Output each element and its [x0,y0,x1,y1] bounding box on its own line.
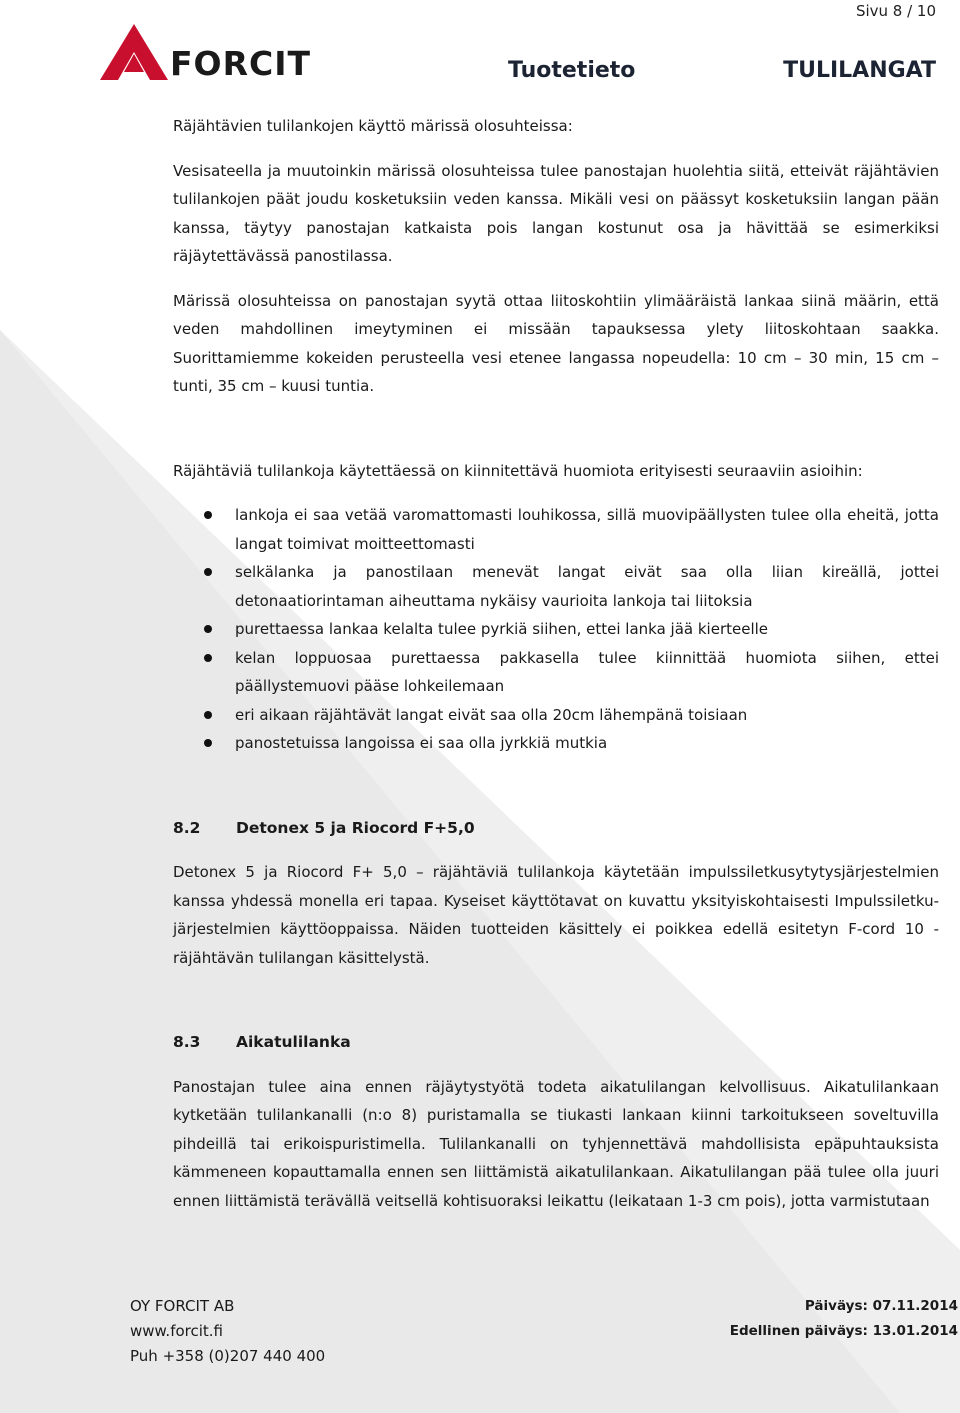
intro-paragraph-2: Märissä olosuhteissa on panostajan syytä ottaa liitoskohtiin ylimääräistä lankaa siinä määrin, että veden mahdollinen imeytyminen ei missään tapauksessa ylety liitoskohtaan saakka. Suorittamiemme kokeiden perusteella vesi etenee langassa nopeudella: 10 cm – 30 min, 15 cm – tunti, 35 cm – kuusi tuntia. [173,291,939,395]
section-8-3-body: Panostajan tulee aina ennen räjäytystyötä todeta aikatulilangan kelvollisuus. Aikatulilankaan kytketään tulilankanalli (n:o 8) puristamalla se tiukasti lankaan kiinni tarkoitukseen soveltuvilla pihdeillä tai erikoispuristimella. Tulilankanalli on tyhjennettävä mahdollisista epäpuhtauksista kämmeneen kopauttamalla ennen sen liittämistä aikatulilankaan. Aikatulilangan pää tulee olla juuri ennen liittämistä terävällä veitsellä kohtisuoraksi leikattu (leikataan 1-3 cm pois), jotta varmistutaan [173,1077,939,1210]
footer-prev-date: Edellinen päiväys: 13.01.2014 [729,1323,958,1339]
bullet-icon [204,654,212,662]
section-title: Detonex 5 ja Riocord F+5,0 [236,818,475,837]
section-title: Aikatulilanka [236,1033,351,1051]
bullet-icon [204,711,212,719]
list-item: purettaessa lankaa kelalta tulee pyrkiä siihen, ettei lanka jää kierteelle [173,615,939,644]
footer-date: Päiväys: 07.11.2014 [804,1298,958,1314]
intro-paragraph-1: Vesisateella ja muutoinkin märissä olosuhteissa tulee panostajan huolehtia siitä, etteivät räjähtävien tulilankojen päät joudu kosketuksiin veden kanssa. Mikäli vesi on päässyt kosketuksiin langan pään kanssa, täytyy panostajan katkaista pois langan kostunut osa ja hävittää se esimerkiksi räjäytettävässä panostilassa. [173,161,939,265]
list-item: lankoja ei saa vetää varomattomasti louhikossa, sillä muovipäällysten tulee olla eheitä, jotta langat toimivat moitteettomasti [173,501,939,558]
list-item: eri aikaan räjähtävät langat eivät saa olla 20cm lähempänä toisiaan [173,701,939,730]
bullet-icon [204,625,212,633]
list-item: panostetuissa langoissa ei saa olla jyrkkiä mutkia [173,729,939,758]
bullet-icon [204,568,212,576]
footer-contact [130,1294,325,1369]
forcit-logo [100,24,312,83]
section-number: 8.2 [173,818,201,837]
footer-dates [730,1294,958,1344]
list-item: selkälanka ja panostilaan menevät langat eivät saa olla liian kireällä, jottei detonaatiorintaman aiheuttama nykäisy vaurioita lankoja tai liitoksia [173,558,939,615]
section-8-2-heading [173,814,939,843]
logo-text: FORCIT [170,44,312,83]
bullet-icon [204,511,212,519]
bullet-icon [204,739,212,747]
attention-lead: Räjähtäviä tulilankoja käytettäessä on kiinnitettävä huomiota erityisesti seuraaviin asioihin: [173,461,863,480]
section-8-2-body: Detonex 5 ja Riocord F+ 5,0 – räjähtäviä tulilankoja käytetään impulssiletkusytytysjärjestelmien kanssa yhdessä monella eri tapaa. Kyseiset käyttötavat on kuvattu yksityiskohtaisesti Impulssiletku-järjestelmien käyttöoppaissa. Näiden tuotteiden käsittely ei poikkea edellä esitetyn F-cord 10 - räjähtävän tulilangan käsittelystä. [173,863,939,967]
list-item: kelan loppuosaa purettaessa pakkasella tulee kiinnittää huomiota siihen, ettei päällystemuovi pääse lohkeilemaan [173,644,939,701]
intro-heading: Räjähtävien tulilankojen käyttö märissä olosuhteissa: [173,117,573,135]
doc-title: TULILANGAT [783,58,936,83]
section-number: 8.3 [173,1033,201,1051]
page-number: Sivu 8 / 10 [855,2,936,20]
footer-company: OY FORCIT AB [130,1297,235,1315]
section-8-3-heading [173,1028,939,1057]
document-body [173,112,939,1215]
attention-list [173,501,939,758]
footer-phone: Puh +358 (0)207 440 400 [130,1347,326,1365]
doc-type: Tuotetieto [508,58,636,83]
forcit-logo-mark-icon [100,24,168,80]
footer-website-link[interactable]: www.forcit.fi [130,1322,224,1340]
